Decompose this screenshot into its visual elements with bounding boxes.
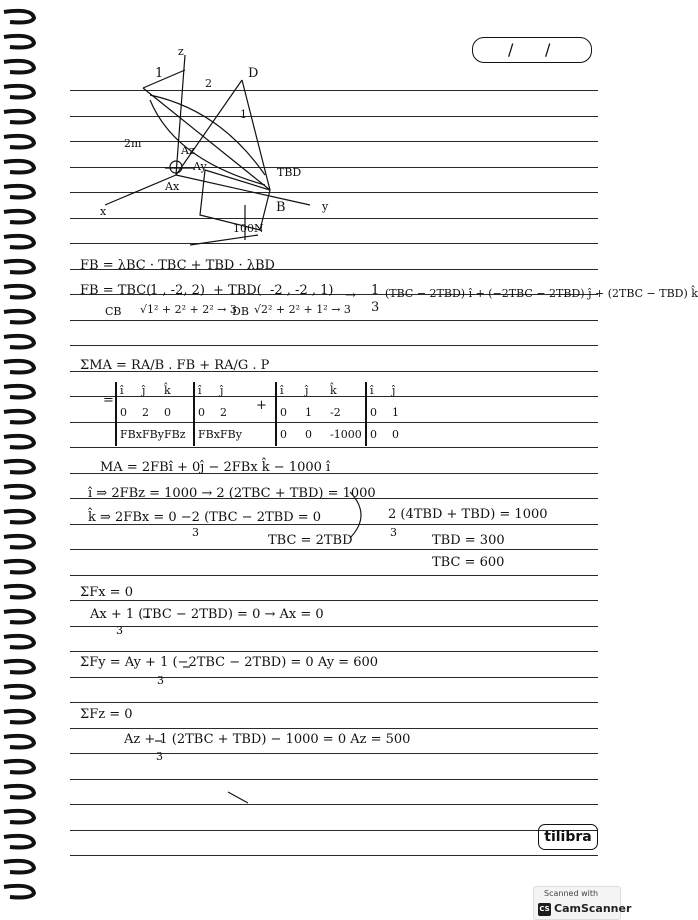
eq-line-2d-bot: 3 (371, 300, 380, 315)
determinant-cell: 2 (220, 406, 227, 419)
det-equals: = (103, 393, 114, 408)
ax-equation: Ax + 1 (TBC − 2TBD) = 0 → Ax = 0 (90, 607, 324, 622)
az-frac: 3 (156, 750, 163, 763)
eq-line-2-frac-top: 1 , -2, 2) (150, 283, 205, 298)
determinant-cell: 1 (305, 406, 312, 419)
eq-line-2d-top: 1 (371, 283, 380, 298)
determinant-cell: 1 (392, 406, 399, 419)
determinant-cell: ĵ (305, 384, 309, 397)
determinant-cell: 2 (142, 406, 149, 419)
diagram-label: 2m (124, 137, 142, 150)
scanner-watermark (533, 886, 632, 920)
k-component-eq: k̂ ⇒ 2FBx = 0 −2 (TBC − 2TBD = 0 (88, 510, 322, 525)
determinant-cell: 0 (164, 406, 171, 419)
sum-fz: ΣFz = 0 (80, 707, 133, 722)
determinant-cell: 0 (280, 406, 287, 419)
az-equation: Az + 1 (2TBC + TBD) − 1000 = 0 Az = 500 (124, 732, 411, 747)
determinant-cell: ĵ (392, 384, 396, 397)
diagram-label-load: 100N (233, 222, 264, 235)
det-plus: + (256, 398, 267, 413)
determinant-cell: FBx (120, 428, 142, 441)
determinant-cell: FBz (164, 428, 186, 441)
diagram-label: x (100, 205, 107, 218)
diagram-label: y (322, 200, 329, 213)
determinant-cell: 0 (370, 428, 377, 441)
ay-frac: 3 (157, 674, 164, 687)
tension-relation: TBC = 2TBD (268, 533, 353, 548)
determinant-cell: -2 (330, 406, 341, 419)
diagram-label: Ax (165, 180, 180, 193)
diagram-label-point-b: B (276, 200, 286, 215)
diagram-label: 1 (155, 66, 164, 81)
determinant-cell: î (370, 384, 374, 397)
scanner-name: CamScanner (554, 902, 632, 915)
determinant-cell: FBx (198, 428, 220, 441)
determinant-cell: -1000 (330, 428, 362, 441)
eq-line-2-db: DB (232, 305, 249, 318)
date-slash-2: / (545, 40, 551, 59)
determinant-cell: î (198, 384, 202, 397)
diagram-label-point-d: D (248, 66, 259, 81)
determinant-cell: FBy (220, 428, 242, 441)
determinant-cell: ĵ (142, 384, 146, 397)
determinant-cell: 0 (370, 406, 377, 419)
tbd-result: TBD = 300 (432, 533, 505, 548)
eq-line-2-cb: CB (105, 305, 122, 318)
eq-line-2b: + TBD( (213, 283, 262, 298)
determinant-cell: 0 (120, 406, 127, 419)
determinant-cell: k̂ (164, 384, 171, 397)
camscanner-logo-icon: CS (538, 903, 551, 916)
diagram-label: TBD (277, 166, 302, 179)
eq-line-2e: (TBC − 2TBD) î + (−2TBC − 2TBD) ĵ + (2TBC − TBD) k̂ (385, 287, 698, 300)
sum-fx: ΣFx = 0 (80, 585, 133, 600)
determinant-cell: k̂ (330, 384, 337, 397)
tbc-result: TBC = 600 (432, 555, 505, 570)
diagram-label: 2 (205, 77, 212, 90)
i-component-eq2: 2 (4TBD + TBD) = 1000 (388, 507, 548, 522)
determinant-cell: ĵ (220, 384, 224, 397)
i-eq2-frac: 3 (390, 526, 397, 539)
k-eq-frac: 3 (192, 526, 199, 539)
eq-line-1: FB = λBC · TBC + TBD · λBD (80, 258, 275, 273)
determinant-cell: 0 (392, 428, 399, 441)
eq-line-2c: → (345, 288, 356, 303)
diagram-label: Az (181, 144, 195, 157)
eq-line-2a: FB = TBC( (80, 283, 152, 298)
determinant-cell: î (120, 384, 124, 397)
eq-line-2-frac-bot: √1² + 2² + 2² → 3 (140, 303, 237, 316)
moment-result: MA = 2FBî + 0ĵ − 2FBx k̂ − 1000 î (100, 460, 331, 475)
diagram-label: Ay (193, 160, 207, 173)
determinant-cell: FBy (142, 428, 164, 441)
ax-frac: 3 (116, 624, 123, 637)
diagram-label: 1 (240, 108, 247, 121)
i-component-eq: î ⇒ 2FBz = 1000 → 2 (2TBC + TBD) = 1000 (88, 486, 376, 501)
scanner-caption: Scanned with (544, 889, 599, 898)
brand-logo: tilibra (538, 824, 598, 850)
date-slash-1: / (508, 40, 514, 59)
sum-moments: ΣMA = RA/B . FB + RA/G . P (80, 358, 270, 373)
eq-line-2-frac2-bot: √2² + 2² + 1² → 3 (254, 303, 351, 316)
determinant-cell: î (280, 384, 284, 397)
diagram-label: z (178, 45, 184, 58)
eq-line-2-frac2-top: -2 , -2 , 1) (270, 283, 334, 298)
determinant-cell: 0 (198, 406, 205, 419)
determinant-cell: 0 (305, 428, 312, 441)
sum-fy-equation: ΣFy = Ay + 1 (−2TBC − 2TBD) = 0 Ay = 600 (80, 655, 379, 670)
determinant-cell: 0 (280, 428, 287, 441)
